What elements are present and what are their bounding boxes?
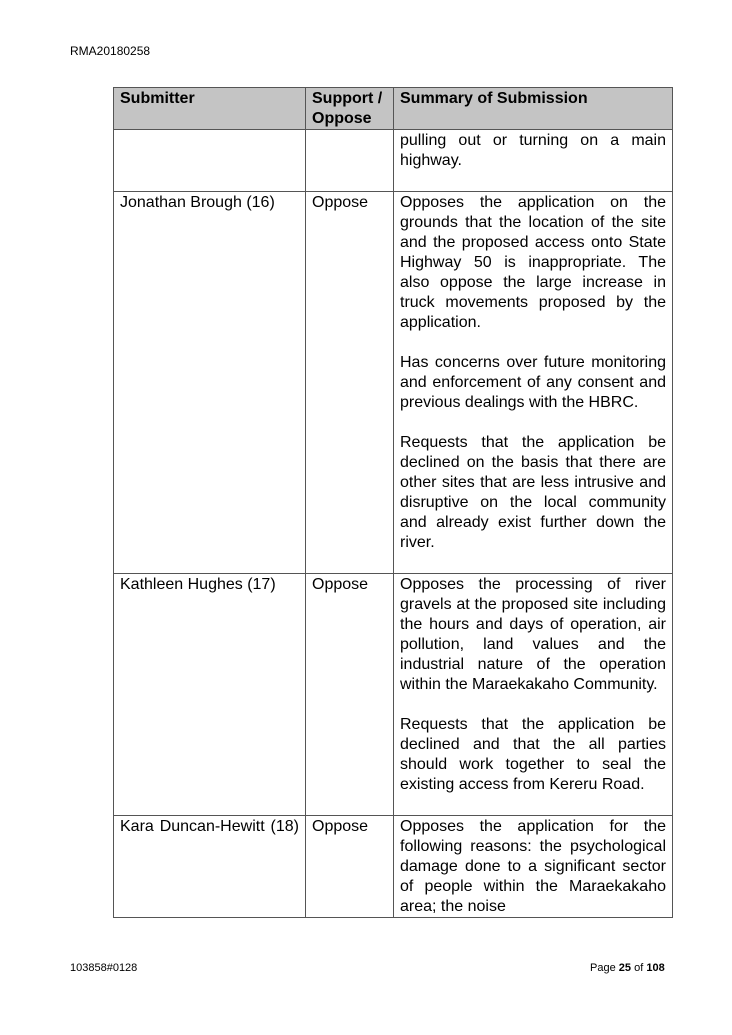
submitter-cell: Kara Duncan-Hewitt (18) [114, 816, 306, 918]
summary-cell [394, 816, 673, 918]
header-support-oppose: Support / Oppose [306, 88, 394, 130]
submitter-cell: Jonathan Brough (16) [114, 192, 306, 574]
table-row [114, 816, 673, 918]
submitter-cell [114, 130, 306, 192]
summary-cell [394, 574, 673, 816]
table-row [114, 192, 673, 574]
submitter-cell: Kathleen Hughes (17) [114, 574, 306, 816]
summary-paragraph: pulling out or turning on a main highway. [400, 132, 666, 169]
table-row [114, 130, 673, 192]
document-reference: RMA20180258 [70, 44, 151, 58]
footer-document-number: 103858#0128 [70, 962, 138, 974]
submissions-table [113, 87, 673, 918]
summary-paragraph: Requests that the application be declined and that the all parties should work together to seal the existing access from Kereru Road. [400, 716, 666, 793]
page-current: 25 [618, 962, 632, 974]
summary-paragraph: Opposes the processing of river gravels at the proposed site including the hours and days of operation, air pollution, land values and the industrial nature of the operation within the Maraekakaho Community. [400, 576, 666, 693]
page-of: of [634, 962, 644, 974]
position-cell [306, 130, 394, 192]
table-row [114, 574, 673, 816]
summary-paragraph: Opposes the application for the following reasons: the psychological damage done to a significant sector of people within the Maraekakaho area; the noise [400, 818, 666, 915]
summary-paragraph: Opposes the application on the grounds that the location of the site and the proposed access onto State Highway 50 is inappropriate. The also oppose the large increase in truck movements proposed by the application. [400, 194, 666, 331]
position-cell: Oppose [306, 574, 394, 816]
position-cell: Oppose [306, 192, 394, 574]
summary-cell [394, 130, 673, 192]
table-header-row [114, 88, 673, 130]
summary-paragraph: Has concerns over future monitoring and enforcement of any consent and previous dealings with the HBRC. [400, 354, 666, 411]
footer-page-number [590, 962, 665, 974]
position-cell: Oppose [306, 816, 394, 918]
summary-paragraph: Requests that the application be declined on the basis that there are other sites that are less intrusive and disruptive on the local community and already exist further down the river. [400, 434, 666, 551]
page-label: Page [590, 962, 616, 974]
summary-cell [394, 192, 673, 574]
header-submitter: Submitter [114, 88, 306, 130]
header-summary: Summary of Submission [394, 88, 673, 130]
page-total: 108 [646, 962, 665, 974]
